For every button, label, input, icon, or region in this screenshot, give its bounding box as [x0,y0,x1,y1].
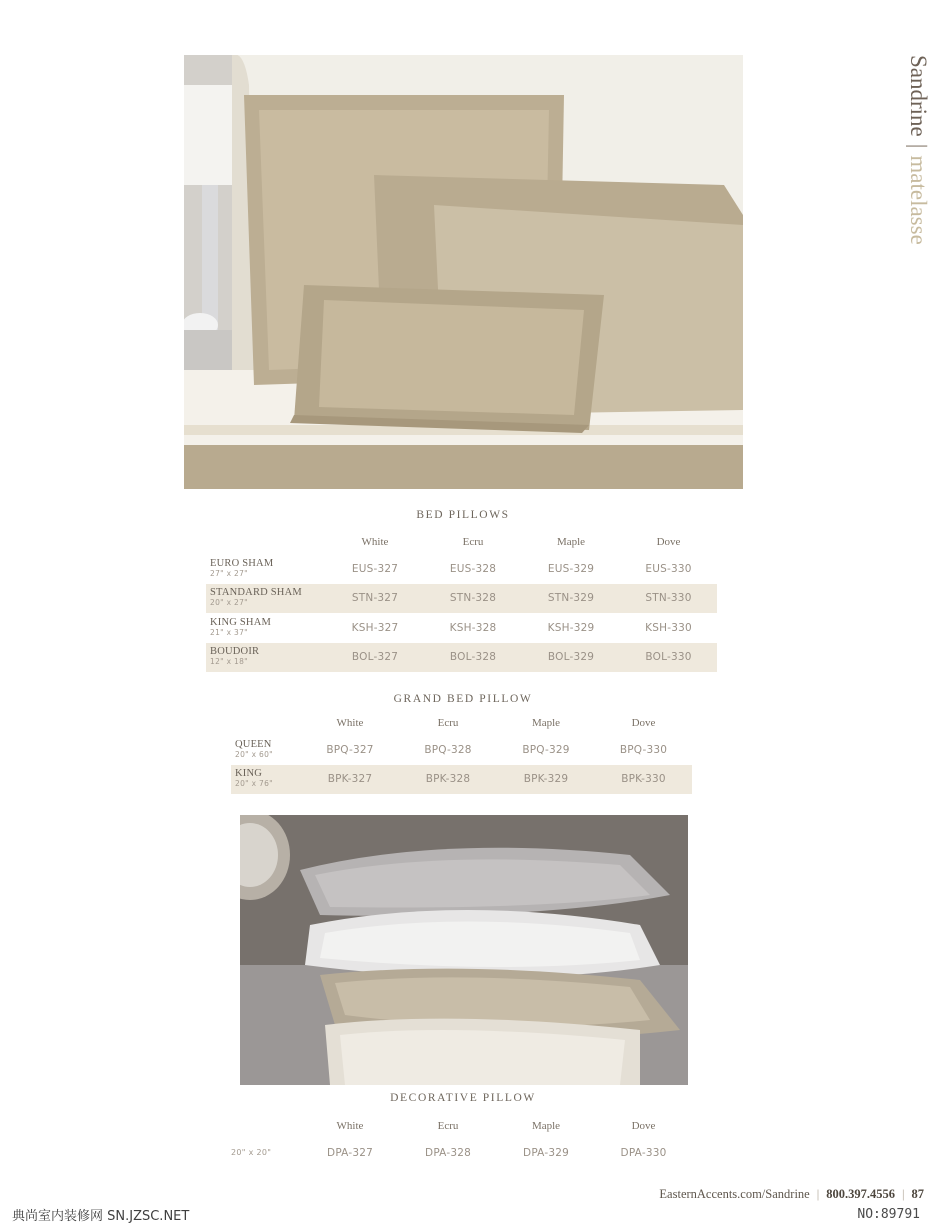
column-header-white: White [361,536,389,548]
footer-separator: | [816,1187,820,1201]
footer-separator: | [901,1187,905,1201]
column-header-ecru: Ecru [437,717,459,729]
sku-code: BPQ-327 [326,743,374,756]
sku-code: EUS-328 [449,562,497,575]
table-row [206,613,717,643]
decorative-pillow-heading: DECORATIVE PILLOW [390,1092,536,1104]
column-header-ecru: Ecru [437,1120,459,1132]
column-header-dove: Dove [631,1120,656,1132]
item-size: 27" x 27" [210,568,248,578]
item-size: 21" x 37" [210,627,248,637]
watermark-number: NO:89791 [857,1207,920,1222]
item-name: KING SHAM [210,616,272,628]
sku-code: KSH-330 [645,621,692,634]
sku-code: BOL-328 [424,643,522,673]
item-name: KING [235,768,263,780]
item-size: 20" x 76" [235,779,273,789]
decorative-pillows-photo [240,815,688,1085]
sku-code: BPQ-329 [522,743,570,756]
item-size: 20" x 60" [235,749,273,759]
column-header-dove: Dove [656,536,681,548]
item-name: QUEEN [235,738,272,750]
column-header-white: White [336,717,364,729]
sku-code: DPA-327 [327,1146,373,1159]
column-header-label [206,530,326,554]
item-size: 20" x 27" [210,598,248,608]
page-footer [659,1187,924,1202]
watermark-site: 典尚室内装修网 SN.JZSC.NET [12,1209,190,1224]
sku-code: BPK-330 [595,765,692,795]
sku-code: DPA-329 [523,1146,569,1159]
row-label [206,613,326,643]
sku-code: EUS-327 [351,562,399,575]
collection-title [897,55,937,315]
grand-bed-pillow-table [231,711,692,794]
table-header-row [206,530,717,554]
sku-code: BPQ-328 [424,743,472,756]
table-header-row [231,711,692,735]
website-link[interactable]: EasternAccents.com/Sandrine [659,1187,810,1201]
row-label [206,643,326,673]
row-label [231,765,301,795]
column-header-maple: Maple [556,536,586,548]
row-label [231,735,301,765]
column-header-dove: Dove [631,717,656,729]
column-header-white: White [336,1120,364,1132]
sku-code: BPQ-330 [619,743,668,756]
item-name: BOUDOIR [210,646,260,658]
sku-code: STN-329 [522,584,620,614]
collection-subtitle: matelasse [906,155,931,245]
sku-code: BPK-328 [399,765,497,795]
sku-code: BOL-327 [326,643,424,673]
row-label [206,554,326,584]
column-header-maple: Maple [531,717,561,729]
table-row [206,584,717,614]
sku-code: BOL-329 [522,643,620,673]
column-header-maple: Maple [531,1120,561,1132]
sku-code: BOL-330 [620,643,717,673]
item-size: 20" x 20" [231,1148,272,1158]
sku-code: STN-330 [620,584,717,614]
sku-code: DPA-330 [620,1146,667,1159]
sku-code: STN-327 [326,584,424,614]
grand-bed-pillow-heading: GRAND BED PILLOW [393,693,533,705]
table-row [231,1138,692,1168]
page-number: 87 [911,1187,924,1201]
bed-pillows-heading: BED PILLOWS [416,509,510,521]
bed-pillows-photo [184,55,743,489]
title-separator: | [906,143,931,149]
sku-code: KSH-328 [449,621,497,634]
row-label [206,584,326,614]
table-row [231,735,692,765]
sku-code: EUS-330 [645,562,692,575]
column-header-label [231,711,301,735]
column-header-ecru: Ecru [462,536,484,548]
sku-code: KSH-329 [547,621,595,634]
table-header-row [231,1114,692,1138]
item-size: 12" x 18" [210,657,248,667]
decorative-pillow-table [231,1114,692,1168]
sku-code: KSH-327 [351,621,399,634]
sku-code: BPK-329 [497,765,595,795]
phone-number: 800.397.4556 [826,1187,895,1201]
item-name: EURO SHAM [210,557,274,569]
table-row [231,765,692,795]
item-name: STANDARD SHAM [210,587,302,599]
sku-code: BPK-327 [301,765,399,795]
collection-brand: Sandrine [906,55,931,137]
table-row [206,554,717,584]
sku-code: STN-328 [424,584,522,614]
sku-code: EUS-329 [547,562,595,575]
table-row [206,643,717,673]
sku-code: DPA-328 [425,1146,471,1159]
bed-pillows-table [206,530,717,672]
column-header-label [231,1114,301,1138]
